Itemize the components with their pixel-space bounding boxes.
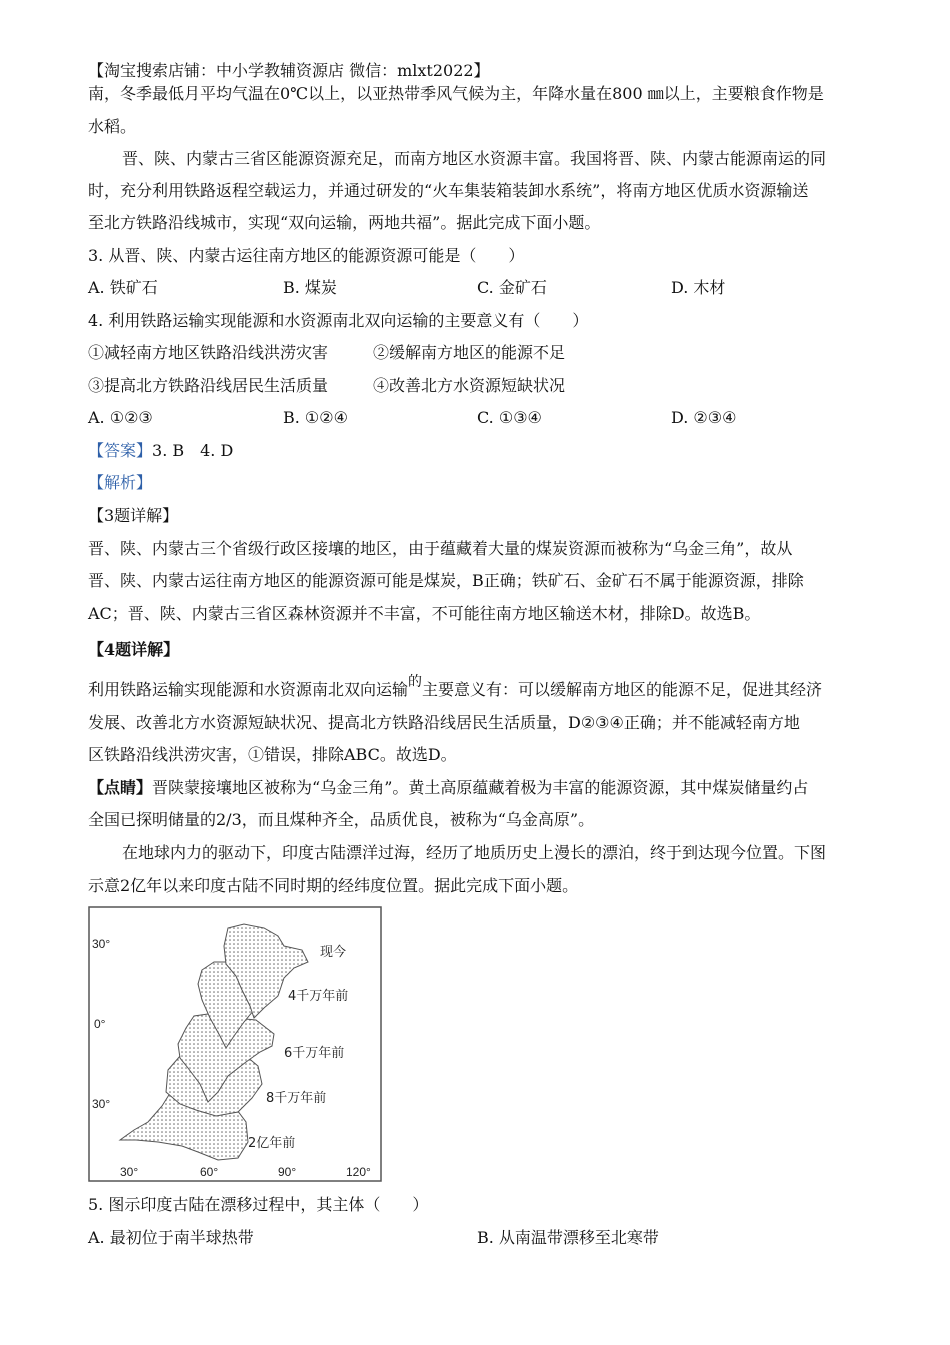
tip-line-2: 全国已探明储量的2/3，而且煤种齐全，品质优良，被称为“乌金高原”。: [88, 810, 595, 829]
q5-stem: 5. 图示印度古陆在漂移过程中，其主体（ ）: [88, 1195, 429, 1214]
passage1-line-1: 晋、陕、内蒙古三省区能源资源充足，而南方地区水资源丰富。我国将晋、陕、内蒙古能源南运的同: [122, 149, 827, 168]
detail3-line-3: AC；晋、陕、内蒙古三省区森林资源并不丰富，不可能往南方地区输送木材，排除D。故选B。: [88, 604, 761, 623]
period-label-60ma: 6千万年前: [284, 1046, 345, 1061]
q3-option-a: A. 铁矿石: [88, 278, 158, 297]
q4-option-d: D. ②③④: [671, 408, 737, 427]
q4-option-b: B. ①②④: [283, 408, 348, 427]
lon-label-90e: 90°: [278, 1165, 297, 1179]
period-label-40ma: 4千万年前: [288, 989, 349, 1004]
q4-item-2: ②缓解南方地区的能源不足: [373, 343, 566, 362]
answer-line: [88, 441, 233, 461]
passage2-line-1: 在地球内力的驱动下，印度古陆漂洋过海，经历了地质历史上漫长的漂泊，终于到达现今位置。下图: [122, 843, 827, 862]
tip-text: 晋陕蒙接壤地区被称为“乌金三角”。黄土高原蕴藏着极为丰富的能源资源，其中煤炭储量约占: [152, 778, 809, 797]
q4-item-3: ③提高北方铁路沿线居民生活质量: [88, 376, 329, 395]
detail4-line-1: [88, 674, 823, 701]
header-banner: 【淘宝搜索店铺：中小学教辅资源店 微信：mlxt2022】: [88, 61, 490, 80]
q4-item-4: ④改善北方水资源短缺状况: [373, 376, 566, 395]
detail4-line-3: 区铁路沿线洪涝灾害，①错误，排除ABC。故选D。: [88, 745, 457, 764]
period-label-200ma: 2亿年前: [248, 1136, 296, 1151]
detail4-line-2: 发展、改善北方水资源短缺状况、提高北方铁路沿线居民生活质量，D②③④正确；并不能减轻南方地: [88, 713, 800, 732]
answer-label: 【答案】: [88, 441, 153, 460]
q4-option-c: C. ①③④: [477, 408, 542, 427]
detail4-line-1-part-a: 利用铁路运输实现能源和水资源南北双向运输: [88, 680, 409, 699]
q5-option-b: B. 从南温带漂移至北寒带: [477, 1228, 659, 1247]
q3-option-b: B. 煤炭: [283, 278, 337, 297]
lon-label-120e: 120°: [346, 1165, 371, 1179]
intro-line-2: 水稻。: [88, 117, 137, 136]
detail3-line-1: 晋、陕、内蒙古三个省级行政区接壤的地区，由于蕴藏着大量的煤炭资源而被称为“乌金三角”，故从: [88, 539, 793, 558]
q5-option-a: A. 最初位于南半球热带: [88, 1228, 254, 1247]
lat-label-30n: 30°: [92, 937, 111, 951]
q4-option-a: A. ①②③: [88, 408, 153, 427]
analysis-label: 【解析】: [88, 473, 153, 492]
q4-stem: 4. 利用铁路运输实现能源和水资源南北双向运输的主要意义有（ ）: [88, 311, 589, 330]
lat-label-30s: 30°: [92, 1097, 111, 1111]
detail4-superscript: 的: [408, 674, 423, 690]
india-drift-map: [88, 906, 382, 1182]
passage1-line-3: 至北方铁路沿线城市，实现“双向运输，两地共福”。据此完成下面小题。: [88, 213, 601, 232]
passage2-line-2: 示意2亿年以来印度古陆不同时期的经纬度位置。据此完成下面小题。: [88, 876, 579, 895]
detail3-title: 【3题详解】: [88, 506, 179, 525]
q3-option-d: D. 木材: [671, 278, 726, 297]
lat-label-0: 0°: [94, 1017, 106, 1031]
period-label-present: 现今: [320, 945, 347, 960]
tip-label: 【点睛】: [88, 778, 153, 797]
lon-label-60e: 60°: [200, 1165, 219, 1179]
detail4-line-1-part-b: 主要意义有：可以缓解南方地区的能源不足，促进其经济: [422, 680, 823, 699]
q3-option-c: C. 金矿石: [477, 278, 547, 297]
q3-stem: 3. 从晋、陕、内蒙古运往南方地区的能源资源可能是（ ）: [88, 246, 525, 265]
lon-label-30e: 30°: [120, 1165, 139, 1179]
tip-line-1: [88, 778, 808, 798]
detail4-title: 【4题详解】: [88, 640, 180, 659]
answer-text: 3. B 4. D: [152, 441, 234, 460]
period-label-80ma: 8千万年前: [266, 1091, 327, 1106]
passage1-line-2: 时，充分利用铁路返程空载运力，并通过研发的“火车集装箱装卸水系统”，将南方地区优质水资源输送: [88, 181, 809, 200]
q4-item-1: ①减轻南方地区铁路沿线洪涝灾害: [88, 343, 329, 362]
intro-line-1: 南，冬季最低月平均气温在0℃以上，以亚热带季风气候为主，年降水量在800 ㎜以上，主要粮食作物是: [88, 84, 824, 103]
detail3-line-2: 晋、陕、内蒙古运往南方地区的能源资源可能是煤炭，B正确；铁矿石、金矿石不属于能源资源，排除: [88, 571, 804, 590]
